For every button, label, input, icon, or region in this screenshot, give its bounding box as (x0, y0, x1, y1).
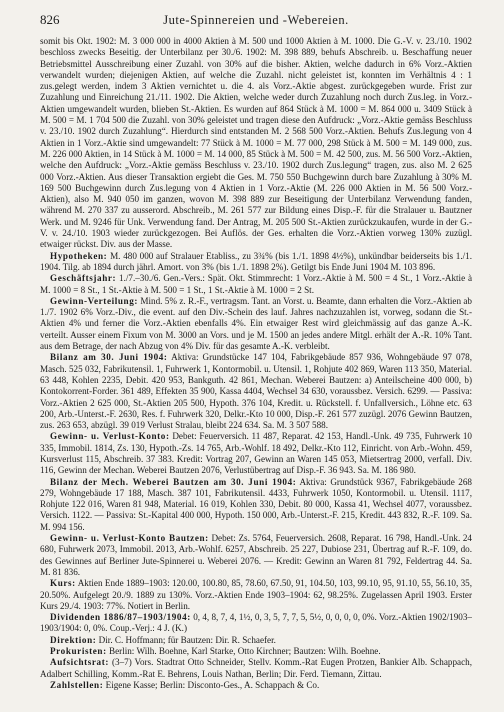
paragraph (40, 635, 472, 646)
paragraph-heading: Gewinn- u. Verlust-Konto Bautzen: (50, 533, 209, 544)
paragraph (40, 273, 472, 296)
paragraph (40, 251, 472, 274)
paragraph-heading: Prokuristen: (50, 646, 107, 657)
paragraph (40, 612, 472, 635)
paragraph-text: Aktien Ende 1889–1903: 120.00, 100.80, 85, 78.60, 67.50, 91, 104.50, 103, 99.10, 95, 91.10, 55, 56.10, 35, 20.50%. Aufgelegt 20./9. 1889 zu 130%. Vorz.-Aktien Ende 1903–1904: 62, 98.25%. Zugelassen April 1903. Erster Kurs 29./4. 1903: 77%. Notiert in Berlin. (40, 578, 472, 611)
paragraph (40, 646, 472, 657)
paragraph (40, 477, 472, 533)
paragraph (40, 36, 472, 251)
paragraph (40, 533, 472, 578)
paragraph (40, 657, 472, 680)
paragraph-text: Berlin: Wilh. Boehne, Karl Starke, Otto Kirchner; Bautzen: Wilh. Boehne. (109, 646, 381, 657)
paragraph-text: Dir. C. Hoffmann; für Bautzen: Dir. R. Schaefer. (98, 634, 276, 645)
paragraph-heading: Hypotheken: (50, 250, 108, 261)
running-title: Jute-Spinnereien und -Webereien. (163, 13, 349, 27)
paragraph-heading: Aufsichtsrat: (50, 657, 109, 668)
paragraph-text: 0, 4, 8, 7, 4, 1½, 0, 3, 5, 7, 7, 5, 5½, 0, 0, 0, 0, 0%. Vorz.-Aktien 1902/1903–1903/1904: 0, 0%. Coup.-Verj.: 4 J. (K.) (40, 612, 472, 634)
paragraph (40, 296, 472, 352)
paragraph (40, 680, 472, 691)
paragraph-text: Aktiva: Grundstücke 147 104, Fabrikgebäude 857 936, Wohngebäude 97 078, Masch. 525 032, Fabrikutensil. 1, Fuhrwerk 1, Kontormobil. u. Utensil. 1, Rohjute 402 869, Waren 113 350, Material. 63 448, Kohlen 2235, Debit. 420 953, Bankguth. 42 861, Mechan. Weberei Bautzen: a) Anteilscheine 400 000, b) Kontokorrent-Forder. 361 489, Effekten 35 900, Kassa 4404, Wechsel 34 630, voraussbez. Versich. 6299. — Passiva: Vorz.-Aktien 2 625 000, St.-Aktien 205 500, Hypoth. 376 104, Kredit. u. Rückstell. f. Unfallversich., Löhne etc. 63 200, Arb.-Unterst.-F. 2630, Res. f. Fuhrwerk 320, Delkr.-Kto 10 000, Disp.-F. 261 577 zuzügl. 2076 Gewinn Bautzen, zus. 263 653, abzügl. 39 019 Verlust Stralau, bleibt 224 634. Sa. M. 3 507 588. (40, 352, 472, 431)
paragraph-text: Debet: Feuerversich. 11 487, Reparat. 42 153, Handl.-Unk. 49 735, Fuhrwerk 10 335, Immobil. 1814, Zs. 130, Hypoth.-Zs. 14 765, Arb.-Wohlf. 18 492, Delkr.-Kto 112, Einricht. von Arb.-Wohn. 459, Kursverlust 115, Abschreib. 37 383. Kredit: Vortrag 207, Gewinn an Waren 145 053, Mietsertrag 2000, verfall. Div. 116, Gewinn der Mechan. Weberei Bautzen 2076, Verlustübertrag auf Disp.-F. 36 943. Sa. M. 186 980. (40, 431, 472, 476)
paragraph-heading: Geschäftsjahr: (50, 273, 117, 284)
paragraph-text: Eigene Kasse; Berlin: Disconto-Ges., A. Schappach & Co. (105, 679, 320, 690)
paragraph-text: M. 480 000 auf Stralauer Etabliss., zu 3¾% (bis 1./1. 1898 4½%), unkündbar beiderseits bis 1./1. 1904. Tilg. ab 1894 durch jährl. Amort. von 3% (bis 1./1. 1898 2%). Getilgt bis Ende Juni 1904 M. 103 896. (40, 250, 473, 272)
paragraph-text: Debet: Zs. 5764, Feuerversich. 2608, Reparat. 16 798, Handl.-Unk. 24 680, Fuhrwerk 2073, Immobil. 2013, Arb.-Wohlf. 6257, Abschreib. 25 227, Dubiose 231, Übertrag auf R.-F. 109, do. des Gewinnes auf Berliner Jute-Spinnerei u. Weberei 2076. — Kredit: Gewinn an Waren 81 792, Feldertrag 44. Sa. M. 81 836. (40, 533, 472, 577)
paragraph-heading: Bilanz der Mech. Weberei Bautzen am 30. Juni 1904: (50, 476, 297, 487)
paragraph (40, 431, 472, 476)
paragraph-heading: Zahlstellen: (50, 679, 104, 690)
paragraph-text: Mind. 5% z. R.-F., vertragsm. Tant. an Vorst. u. Beamte, dann erhalten die Vorz.-Aktien ab 1./7. 1902 6% Vorz.-Div., die event. auf den Div.-Schein des lauf. Jahres nachzuzahlen ist, vorweg, sodann die St.-Aktien 4% und ferner die Vorz.-Aktien ebenfalls 4%. Ein etwaiger Rest wird gleichmässig auf das ganze A.-K. verteilt. Ausser einem Fixum von M. 3000 an Vors. und je M. 1500 an jedes andere Mitgl. erhält der A.-R. 10% Tant. aus dem Betrage, der nach Abzug von 4% Div. für das gesamte A.-K. verbleibt. (40, 295, 472, 352)
page-header (40, 12, 472, 32)
paragraph-text: Aktiva: Grundstück 9367, Fabrikgebäude 268 279, Wohngebäude 17 188, Masch. 387 101, Fabrikutensil. 4433, Fuhrwerk 1050, Kontormobil. u. Utensil. 1117, Rohjute 122 016, Waren 81 948, Material. 16 019, Kohlen 330, Debit. 80 000, Kassa 41, Wechsel 4077, voraussbez. Versich. 1122. — Passiva: St.-Kapital 400 000, Hypoth. 150 000, Arb.-Unterst.-F. 215, Kredit. 443 832, R.-F. 109. Sa. M. 994 156. (40, 476, 472, 532)
paragraph-heading: Bilanz am 30. Juni 1904: (50, 352, 168, 363)
paragraph-text: (3–7) Vors. Stadtrat Otto Schneider, Stellv. Komm.-Rat Eugen Protzen, Bankier Alb. Schappach, Adalbert Schilling, Komm.-Rat E. Behrens, Louis Nathan, Berlin; Dir. Ferd. Tiemann, Zittau. (40, 657, 472, 679)
paragraph (40, 578, 472, 612)
page-number: 826 (40, 12, 60, 27)
paragraph-heading: Direktion: (50, 634, 97, 645)
paragraph-heading: Gewinn- u. Verlust-Konto: (50, 431, 170, 442)
body-text (40, 36, 472, 691)
paragraph (40, 352, 472, 431)
paragraph-text: 1./7.–30./6. Gen.-Vers.: Spät. Okt. Stimmrecht: 1 Vorz.-Aktie à M. 500 = 4 St., 1 Vorz.-Aktie à M. 1000 = 8 St., 1 St.-Aktie à M. 500 = 1 St., 1 St.-Aktie à M. 1000 = 2 St. (40, 273, 472, 295)
paragraph-heading: Dividenden 1886/87–1903/1904: (50, 612, 191, 623)
paragraph-heading: Kurs: (50, 578, 76, 589)
paragraph-heading: Gewinn-Verteilung: (50, 295, 139, 306)
paragraph-text: somit bis Okt. 1902: M. 3 000 000 in 4000 Aktien à M. 500 und 1000 Aktien à M. 1000. Die G.-V. v. 23./10. 1902 beschloss zwecks Beseitig. der Unterbilanz per 30./6. 1902: M. 398 889, behufs Abschreib. u. Beschaffung neuer Betriebsmittel Ausschreibung einer Zuzahl. von 30% auf die bisher. Aktien, welche dadurch in 6% Vorz.-Aktien verwandelt wurden; diejenigen Aktien, auf welche die Zuzahl. nicht geleistet ist, konnten im Verhältnis 4 : 1 zus.gelegt werden, indem 3 Aktien vernichtet u. die 4. als Vorz.-Aktie abgest. zurückgegeben wurde. Frist zur Zuzahlung und Einreichung 21./11. 1902. Die Aktien, welche weder durch Zuzahlung noch durch Zus.leg. in Vorz.-Aktien umgewandelt wurden, blieben St.-Aktien. Es wurden auf 864 Stück à M. 1000 = M. 864 000 u. 3409 Stück à M. 500 = M. 1 704 500 die Zuzahl. von 30% geleistet und tragen diese den Aufdruck: „Vorz.-Aktie gemäss Beschluss v. 23./10. 1902 durch Zuzahlung“. Hierdurch sind entstanden M. 2 568 500 Vorz.-Aktien. Behufs Zus.legung von 4 Aktien in 1 Vorz.-Aktie sind umgewandelt: 77 Stück à M. 1000 = M. 77 000, 298 Stück à M. 500 = M. 149 000, zus. M. 226 000 Aktien, in 14 Stück à M. 1000 = M. 14 000, 85 Stück à M. 500 = M. 42 500, zus. M. 56 500 Vorz.-Aktien, welche den Aufdruck: „Vorz.-Aktie gemäss Beschluss v. 23./10. 1902 durch Zus.legung“ tragen, zus. also M. 2 625 000 Vorz.-Aktien. Aus dieser Transaktion ergiebt die Ges. M. 750 550 Buchgewinn durch bare Zuzahlung à 30% M. 169 500 Buchgewinn durch Zus.legung von 4 Aktien in 1 Vorz.-Aktie (M. 226 000 Aktien in M. 56 500 Vorz.-Aktien), also M. 940 050 im ganzen, wovon M. 398 889 zur Beseitigung der Unterbilanz Verwendung fanden, während M. 270 337 zu ausserord. Abschreib., M. 261 577 zur Bildung eines Disp.-F. für die Stralauer u. Bautzner Werk. und M. 9246 für Unk. Verwendung fand. Der Antrag, M. 205 500 St.-Aktien zurückzukaufen, wurde in der G.-V. v. 24./10. 1903 wieder zurückgezogen. Bei Auflös. der Ges. erhalten die Vorz.-Aktien vorweg 130% zuzügl. etwaiger rückst. Div. aus der Masse. (40, 36, 472, 250)
